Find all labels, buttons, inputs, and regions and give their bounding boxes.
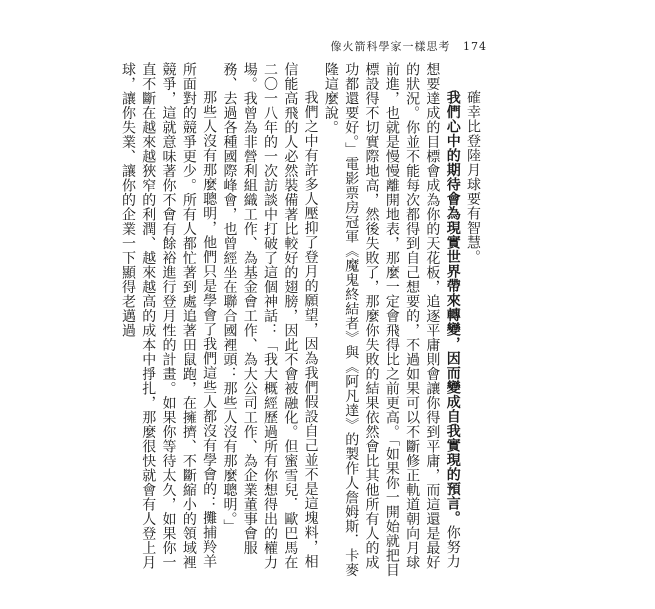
running-header [331, 38, 488, 54]
book-title: 像火箭科學家一樣思考 [330, 40, 451, 53]
paragraph-4-text: 那些人沒有那麼聰明，他們只是學會了我們這些人都沒有學會的：攤捕羚羊所面對的競爭更少。所有人都忙著到處追著田鼠跑，在擁擠、不斷縮小的領域裡競爭，這就意味著你不會有餘裕進行登月性的計畫。如果你等待太久，如果你一直不斷在越來越狹窄的利潤、越來越高的成本中掙扎，那麼很快就會有人登上月球，讓你失業、讓你的企業一下顯得老邁過 [119, 62, 218, 570]
paragraph-1 [463, 62, 483, 582]
paragraph-1-text: 確幸比登陸月球要有智慧。 [465, 90, 481, 264]
paragraph-4 [118, 62, 219, 582]
paragraph-2-text: 你努力想要達成的目標會成為你的天花板，追逐平庸則會讓你得到平庸，而這還是最好的狀況。你並不能每次都得到自己想要的，不過如果可以不斷修正軌道朝向月球前進，也就是慢慢離開地表，那麼一定會飛得比之前更高。「如果你一開始就把目標設得不切實際地高，然後失敗了，那麼你失敗的結果依然會比其他所有人的成功都還要好。」電影票房冠軍《魔鬼終結者》與《阿凡達》的製作人詹姆斯．卡麥隆這麼說。 [322, 62, 461, 577]
page-number: 174 [463, 40, 487, 53]
paragraph-3-text: 我們之中有許多人壓抑了登月的願望，因為我們假設自己並不是這塊料，相信能高飛的人必然裝備著比較好的翅膀，因此不會被融化。但蜜雪兒．歐巴馬在二〇一八年的一次訪談中打破了這個神話：「我大概經歷過所有你想得出的權力場。我曾為非營利組織工作、為基金會工作、為大公司工作、為企業董事會服務、去過各種國際峰會，也曾經坐在聯合國裡頭：那些人沒有那麼聰明。」 [221, 62, 319, 570]
vertical-body-text [119, 62, 483, 582]
paragraph-3 [219, 62, 320, 582]
paragraph-2-emphasis: 我們心中的期待會為現實世界帶來轉變，因而變成自我實現的預言。 [444, 90, 461, 525]
paragraph-2 [321, 62, 463, 582]
